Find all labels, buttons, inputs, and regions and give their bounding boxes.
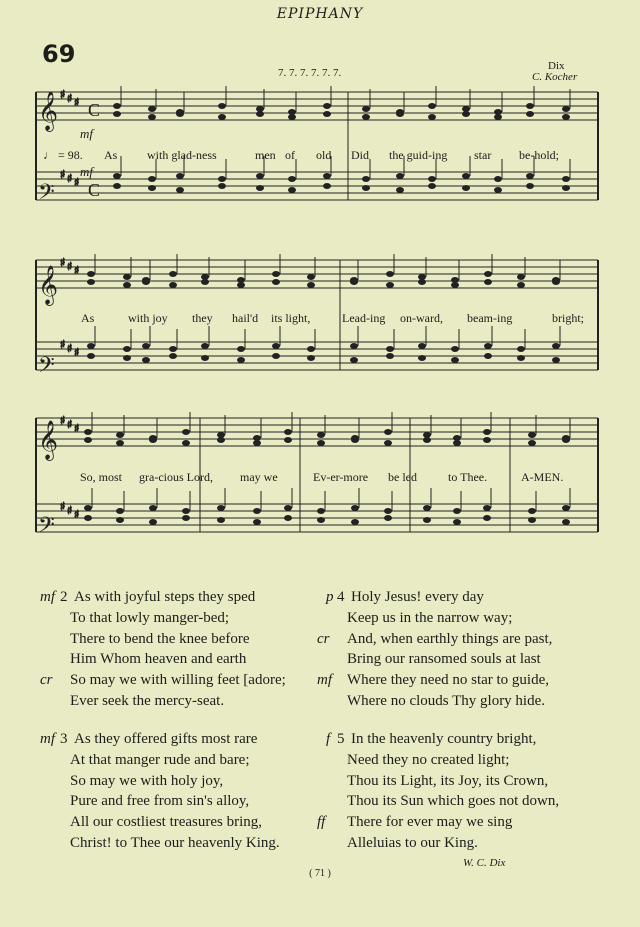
composer: C. Kocher	[532, 71, 578, 83]
note-head	[307, 346, 315, 352]
note-head	[217, 437, 225, 443]
dynamic-marking: cr	[317, 630, 330, 647]
verse-line: Where no clouds Thy glory hide.	[347, 693, 546, 709]
verse-line: Him Whom heaven and earth	[70, 651, 247, 668]
sharp-icon: ♯	[60, 168, 66, 181]
lyric-word: of	[285, 148, 295, 162]
note-head	[113, 103, 121, 109]
note-head	[362, 106, 370, 112]
note-head	[218, 176, 226, 182]
note-head	[116, 517, 124, 523]
note-head	[423, 517, 431, 523]
verse-line: Where they need no star to guide,	[347, 672, 550, 689]
lyric-word: hail'd	[232, 311, 259, 325]
sharp-icon: ♯	[60, 500, 66, 513]
note-head	[351, 437, 359, 443]
note-head	[142, 343, 150, 349]
note-head	[123, 355, 131, 361]
sharp-icon: ♯	[67, 342, 73, 355]
note-head	[517, 274, 525, 280]
note-head	[526, 183, 534, 189]
note-head	[237, 357, 245, 363]
lyric-word: may we	[240, 470, 278, 484]
verse-line: Alleluias to our King.	[347, 835, 478, 851]
note-head	[562, 114, 570, 120]
lyric-word: its light,	[271, 311, 311, 325]
note-head	[284, 429, 292, 435]
lyric-word: with joy	[128, 311, 168, 325]
lyric-word: As	[81, 311, 95, 325]
note-head	[148, 114, 156, 120]
note-head	[87, 343, 95, 349]
dynamic-marking: mf	[40, 589, 55, 605]
note-head	[484, 353, 492, 359]
lyric-word: beam-ing	[467, 311, 513, 325]
note-head	[323, 103, 331, 109]
note-head	[451, 346, 459, 352]
note-head	[350, 279, 358, 285]
note-head	[272, 343, 280, 349]
lyric-word: be-hold;	[519, 148, 559, 162]
verse-line: Holy Jesus! every day	[351, 589, 484, 605]
lyric-word: on-ward,	[400, 311, 443, 325]
verse-number: 5	[337, 731, 345, 747]
note-head	[350, 357, 358, 363]
verse-line: At that manger rude and bare;	[70, 751, 250, 768]
note-head	[288, 187, 296, 193]
verse-line: To that lowly manger-bed;	[70, 609, 230, 626]
note-head	[528, 432, 536, 438]
note-head	[284, 515, 292, 521]
note-head	[256, 185, 264, 191]
note-head	[494, 176, 502, 182]
verse-line: Thou its Light, its Joy, its Crown,	[347, 772, 549, 789]
verse-line: In the heavenly country bright,	[351, 731, 537, 747]
note-head	[253, 508, 261, 514]
note-head	[176, 173, 184, 179]
note-head	[307, 274, 315, 280]
verse-line: Ever seek the mercy-seat.	[70, 693, 225, 709]
note-head	[149, 519, 157, 525]
note-head	[256, 111, 264, 117]
lyric-word: A-MEN.	[521, 470, 564, 484]
note-head	[396, 187, 404, 193]
note-head	[323, 111, 331, 117]
note-head	[149, 437, 157, 443]
verse-line: Thou its Sun which goes not down,	[347, 793, 560, 810]
note-head	[113, 111, 121, 117]
lyric-word: old	[316, 148, 332, 162]
note-head	[484, 271, 492, 277]
note-head	[483, 505, 491, 511]
note-head	[272, 353, 280, 359]
note-head	[386, 353, 394, 359]
note-head	[351, 505, 359, 511]
note-head	[84, 437, 92, 443]
note-head	[528, 440, 536, 446]
verse-line: As with joyful steps they sped	[74, 589, 256, 605]
note-head	[307, 355, 315, 361]
note-head	[169, 282, 177, 288]
lyric-word: the guid-ing	[389, 148, 448, 162]
dynamic-marking: ff	[317, 814, 326, 831]
note-head	[562, 106, 570, 112]
lyric-word: they	[192, 311, 213, 325]
verse-number: 4	[337, 589, 345, 605]
lyric-word: star	[474, 148, 492, 162]
note-head	[237, 346, 245, 352]
verse-line: So may we with willing feet [adore;	[70, 672, 286, 689]
note-head	[462, 185, 470, 191]
note-head	[396, 111, 404, 117]
note-head	[552, 343, 560, 349]
verse-line: Keep us in the narrow way;	[347, 609, 513, 626]
note-head	[288, 114, 296, 120]
hymn-number: 69	[42, 40, 76, 68]
note-head	[384, 508, 392, 514]
time-signature: C	[88, 100, 101, 120]
note-head	[562, 519, 570, 525]
note-head	[562, 176, 570, 182]
note-head	[423, 437, 431, 443]
note-head	[428, 183, 436, 189]
note-head	[317, 508, 325, 514]
verse-line: So may we with holy joy,	[70, 772, 224, 789]
dynamic-marking: mf	[317, 672, 332, 689]
verse-number: 3	[60, 731, 68, 747]
sharp-icon: ♯	[60, 256, 66, 269]
note-head	[84, 505, 92, 511]
note-head	[113, 173, 121, 179]
meter: 7. 7. 7. 7. 7. 7.	[278, 67, 342, 79]
note-head	[494, 187, 502, 193]
note-head	[386, 346, 394, 352]
note-head	[528, 508, 536, 514]
note-head	[483, 437, 491, 443]
verse-line: Christ! to Thee our heavenly King.	[70, 835, 280, 851]
note-head	[307, 282, 315, 288]
verse-line: Bring our ransomed souls at last	[347, 651, 541, 668]
note-head	[176, 111, 184, 117]
note-head	[84, 429, 92, 435]
note-head	[176, 187, 184, 193]
note-head	[451, 357, 459, 363]
sharp-icon: ♯	[67, 172, 73, 185]
note-head	[123, 282, 131, 288]
note-head	[351, 519, 359, 525]
note-head	[182, 508, 190, 514]
note-head	[418, 343, 426, 349]
note-head	[116, 440, 124, 446]
sharp-icon: ♯	[60, 88, 66, 101]
note-head	[253, 519, 261, 525]
note-head	[484, 343, 492, 349]
note-head	[453, 508, 461, 514]
note-head	[182, 429, 190, 435]
note-head	[169, 346, 177, 352]
note-head	[218, 183, 226, 189]
note-head	[323, 173, 331, 179]
sharp-icon: ♯	[74, 508, 80, 521]
sharp-icon: ♯	[60, 338, 66, 351]
note-head	[517, 355, 525, 361]
sharp-icon: ♯	[74, 96, 80, 109]
note-head	[218, 103, 226, 109]
note-head	[386, 271, 394, 277]
dynamic-marking: p	[326, 589, 334, 605]
sharp-icon: ♯	[74, 422, 80, 435]
note-head	[201, 355, 209, 361]
tempo-marking: ♩ = 98.	[43, 148, 83, 162]
note-head	[562, 505, 570, 511]
note-head	[201, 279, 209, 285]
dynamic-marking: f	[326, 731, 331, 747]
note-head	[182, 440, 190, 446]
note-head	[284, 505, 292, 511]
note-head	[384, 429, 392, 435]
sharp-icon: ♯	[74, 346, 80, 359]
note-head	[462, 111, 470, 117]
note-head	[453, 519, 461, 525]
note-head	[148, 185, 156, 191]
note-head	[288, 176, 296, 182]
note-head	[528, 517, 536, 523]
time-signature: C	[88, 180, 101, 200]
note-head	[552, 279, 560, 285]
sharp-icon: ♯	[67, 92, 73, 105]
note-head	[148, 176, 156, 182]
dynamic-mf: mf	[80, 126, 93, 141]
note-head	[272, 271, 280, 277]
note-head	[418, 279, 426, 285]
note-head	[362, 185, 370, 191]
treble-clef-icon: 𝄞	[38, 265, 59, 305]
lyric-word: Lead-ing	[342, 311, 386, 325]
note-head	[148, 106, 156, 112]
note-head	[526, 111, 534, 117]
treble-clef-icon: 𝄞	[38, 420, 59, 460]
note-head	[362, 176, 370, 182]
lyric-word: So, most	[80, 470, 123, 484]
note-head	[149, 505, 157, 511]
note-head	[218, 114, 226, 120]
note-head	[526, 173, 534, 179]
note-head	[428, 176, 436, 182]
note-head	[423, 505, 431, 511]
note-head	[323, 183, 331, 189]
note-head	[142, 279, 150, 285]
bass-clef-icon: 𝄢	[38, 513, 55, 543]
note-head	[418, 355, 426, 361]
note-head	[237, 282, 245, 288]
note-head	[562, 185, 570, 191]
note-head	[116, 432, 124, 438]
dynamic-marking: cr	[40, 672, 53, 689]
note-head	[517, 346, 525, 352]
note-head	[483, 515, 491, 521]
note-head	[396, 173, 404, 179]
note-head	[526, 103, 534, 109]
note-head	[253, 440, 261, 446]
verse-line: Pure and free from sin's alloy,	[70, 793, 250, 810]
sharp-icon: ♯	[67, 260, 73, 273]
note-head	[113, 183, 121, 189]
note-head	[182, 515, 190, 521]
page-number: ( 71 )	[309, 868, 331, 879]
note-head	[169, 353, 177, 359]
sharp-icon: ♯	[60, 414, 66, 427]
verse-line: There for ever may we sing	[347, 814, 513, 831]
lyric-word: men	[255, 148, 276, 162]
lyric-word: be led	[388, 470, 417, 484]
sharp-icon: ♯	[74, 264, 80, 277]
note-head	[116, 508, 124, 514]
note-head	[562, 437, 570, 443]
author: W. C. Dix	[463, 857, 506, 869]
note-head	[362, 114, 370, 120]
lyric-word: gra-cious Lord,	[139, 470, 213, 484]
tune-name: Dix	[548, 60, 565, 72]
bass-clef-icon: 𝄢	[38, 353, 55, 383]
lyric-word: bright;	[552, 311, 584, 325]
section-header: EPIPHANY	[276, 6, 364, 22]
note-head	[317, 517, 325, 523]
note-head	[428, 103, 436, 109]
note-head	[217, 517, 225, 523]
note-head	[87, 279, 95, 285]
sharp-icon: ♯	[67, 504, 73, 517]
dynamic-marking: mf	[40, 731, 55, 747]
lyric-word: with glad-ness	[147, 148, 217, 162]
note-head	[284, 437, 292, 443]
note-head	[317, 432, 325, 438]
note-head	[552, 357, 560, 363]
note-head	[453, 440, 461, 446]
sharp-icon: ♯	[74, 176, 80, 189]
note-head	[272, 279, 280, 285]
note-head	[123, 274, 131, 280]
note-head	[256, 173, 264, 179]
note-head	[384, 515, 392, 521]
note-head	[384, 440, 392, 446]
note-head	[317, 440, 325, 446]
note-head	[201, 343, 209, 349]
note-head	[483, 429, 491, 435]
sharp-icon: ♯	[67, 418, 73, 431]
note-head	[494, 114, 502, 120]
verse-line: There to bend the knee before	[70, 630, 250, 647]
note-head	[484, 279, 492, 285]
note-head	[87, 271, 95, 277]
bass-clef-icon: 𝄢	[38, 180, 55, 210]
verse-line: And, when earthly things are past,	[347, 630, 553, 647]
note-head	[428, 114, 436, 120]
lyric-word: to Thee.	[448, 470, 488, 484]
treble-clef-icon: 𝄞	[38, 91, 59, 131]
note-head	[451, 282, 459, 288]
note-head	[462, 173, 470, 179]
dynamic-mf: mf	[80, 164, 93, 179]
note-head	[123, 346, 131, 352]
note-head	[350, 343, 358, 349]
note-head	[169, 271, 177, 277]
verse-line: As they offered gifts most rare	[74, 731, 258, 747]
note-head	[87, 353, 95, 359]
verse-line: Need they no created light;	[347, 751, 510, 768]
note-head	[142, 357, 150, 363]
note-head	[517, 282, 525, 288]
lyric-word: Ev-er-more	[313, 470, 369, 484]
note-head	[217, 505, 225, 511]
verse-line: All our costliest treasures bring,	[70, 814, 263, 831]
note-head	[84, 515, 92, 521]
lyric-word: As	[104, 148, 118, 162]
verse-number: 2	[60, 589, 68, 605]
lyric-word: Did	[351, 148, 369, 162]
note-head	[386, 282, 394, 288]
